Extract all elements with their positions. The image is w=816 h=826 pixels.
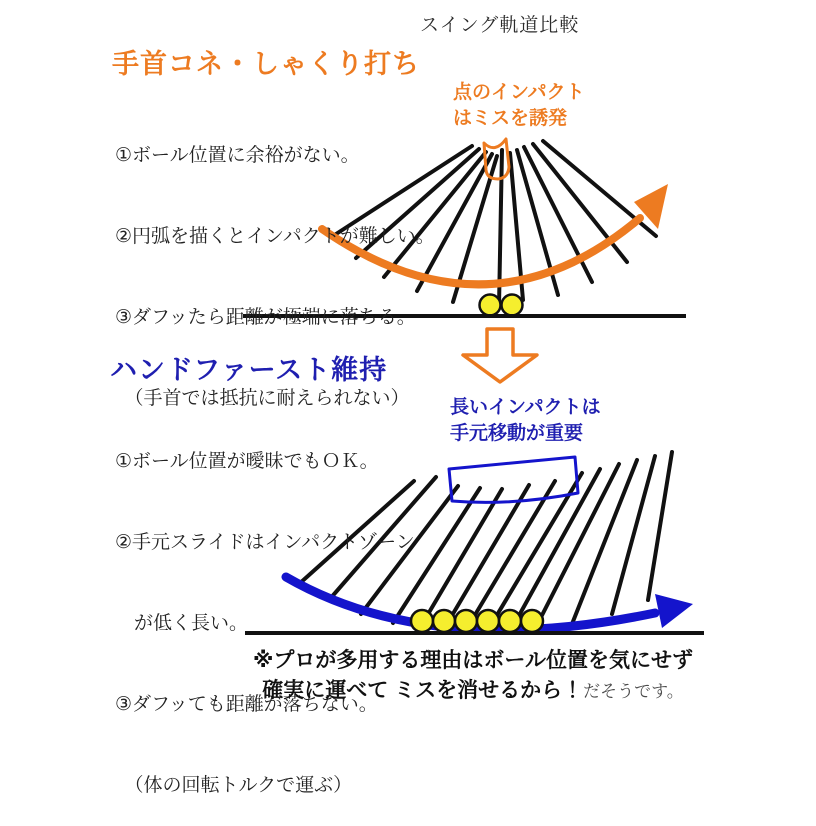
bottom-section-points xyxy=(115,394,415,826)
point-item: ②手元スライドはインパクトゾーン xyxy=(115,532,415,553)
impact-zone-outline xyxy=(449,457,578,502)
golf-ball xyxy=(521,610,543,632)
footnote-line2 xyxy=(238,676,708,707)
point-item: ②円弧を描くとインパクトが難しい。 xyxy=(115,226,435,247)
golf-ball xyxy=(455,610,477,632)
bottom-section-heading: ハンドファースト維持 xyxy=(110,355,388,385)
point-item: ③ダフッたら距離が極端に落ちる。 xyxy=(115,307,416,328)
point-item: （体の回転トルクで運ぶ） xyxy=(115,775,353,796)
down-arrow-icon xyxy=(463,329,537,382)
footnote-line1: ※プロが多用する理由はボール位置を気にせず xyxy=(253,649,693,672)
footnote-light-text: だそうです。 xyxy=(583,682,684,701)
footnote xyxy=(238,646,708,707)
golf-ball xyxy=(477,610,499,632)
annotation-line: はミスを誘発 xyxy=(453,108,568,129)
point-impact-annotation xyxy=(453,80,585,132)
top-section-heading: 手首コネ・しゃくり打ち xyxy=(112,49,420,79)
long-impact-annotation xyxy=(450,395,601,447)
point-item: ①ボール位置に余裕がない。 xyxy=(115,145,360,166)
annotation-line: 点のインパクト xyxy=(453,82,585,103)
point-item: が低く長い。 xyxy=(115,613,249,634)
point-item: （手首では抵抗に耐えられない） xyxy=(115,388,410,409)
bottom-swing-arc-arrowhead xyxy=(655,594,693,628)
annotation-line: 長いインパクトは xyxy=(450,397,601,418)
golf-ball xyxy=(499,610,521,632)
page-title: スイング軌道比較 xyxy=(420,15,580,36)
golf-ball xyxy=(480,295,501,316)
footnote-strong-text: 確実に運べて ミスを消せるから！ xyxy=(262,679,584,702)
point-item: ③ダフッても距離が落ちない。 xyxy=(115,694,378,715)
golf-ball xyxy=(502,295,523,316)
point-item: ①ボール位置が曖昧でもＯＫ。 xyxy=(115,451,379,472)
annotation-line: 手元移動が重要 xyxy=(450,423,584,444)
golf-ball xyxy=(433,610,455,632)
